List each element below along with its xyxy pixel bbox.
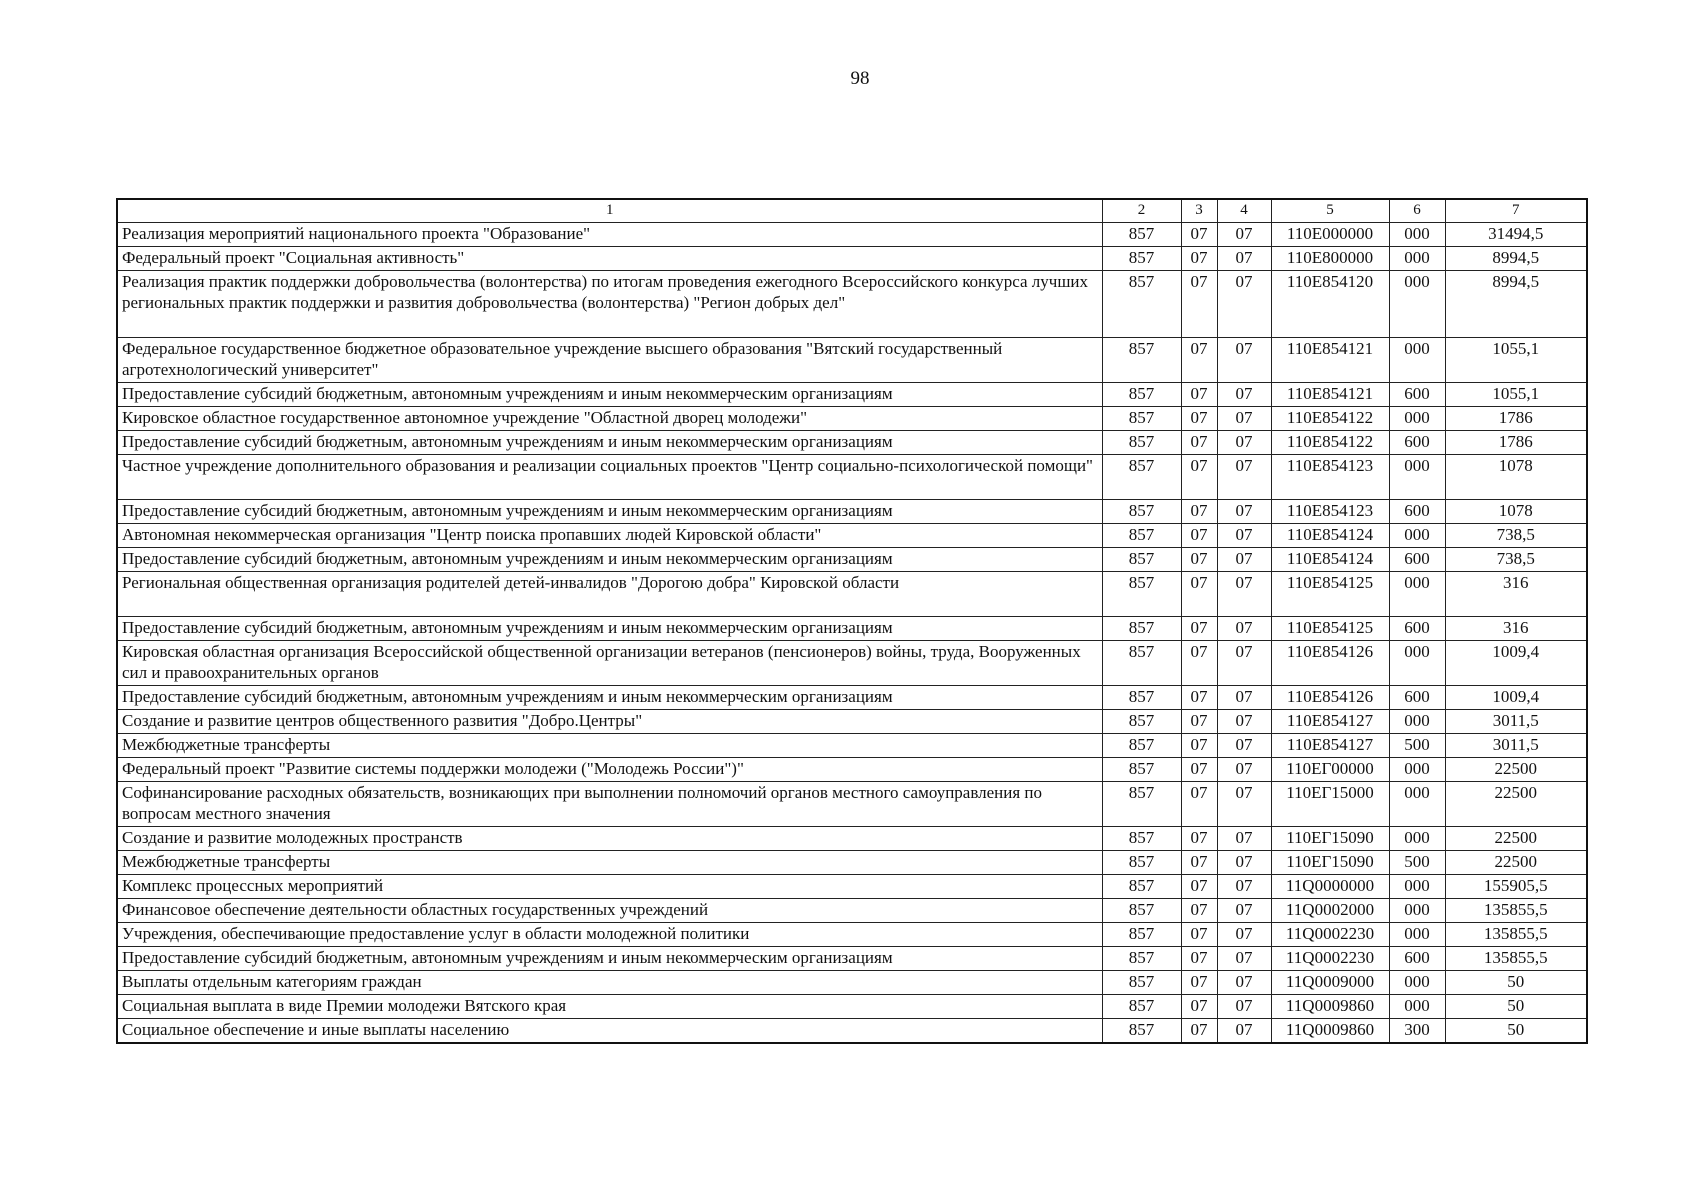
row-amount: 1055,1 (1445, 338, 1587, 383)
row-code-6: 000 (1389, 407, 1445, 431)
row-code-5: 110Е854127 (1271, 710, 1389, 734)
row-amount: 22500 (1445, 758, 1587, 782)
row-code-3: 07 (1181, 247, 1217, 271)
row-code-3: 07 (1181, 548, 1217, 572)
row-code-4: 07 (1217, 827, 1271, 851)
row-amount: 1786 (1445, 431, 1587, 455)
row-code-4: 07 (1217, 899, 1271, 923)
row-code-3: 07 (1181, 455, 1217, 500)
row-code-3: 07 (1181, 1019, 1217, 1044)
row-code-6: 000 (1389, 271, 1445, 338)
row-code-2: 857 (1102, 995, 1181, 1019)
row-code-4: 07 (1217, 758, 1271, 782)
row-name: Федеральный проект "Развитие системы поддержки молодежи ("Молодежь России")" (117, 758, 1102, 782)
row-code-4: 07 (1217, 875, 1271, 899)
row-code-4: 07 (1217, 734, 1271, 758)
row-amount: 22500 (1445, 827, 1587, 851)
row-amount: 1786 (1445, 407, 1587, 431)
table-row (117, 971, 1587, 995)
row-code-2: 857 (1102, 271, 1181, 338)
row-code-6: 000 (1389, 641, 1445, 686)
row-code-5: 11Q0002230 (1271, 923, 1389, 947)
column-header: 4 (1217, 199, 1271, 223)
row-code-5: 11Q0002230 (1271, 947, 1389, 971)
table-row (117, 686, 1587, 710)
row-code-3: 07 (1181, 383, 1217, 407)
row-name: Социальная выплата в виде Премии молодежи Вятского края (117, 995, 1102, 1019)
column-header: 6 (1389, 199, 1445, 223)
row-name: Предоставление субсидий бюджетным, автономным учреждениям и иным некоммерческим организациям (117, 383, 1102, 407)
row-code-5: 11Q0002000 (1271, 899, 1389, 923)
table-row (117, 782, 1587, 827)
row-code-5: 110Е854124 (1271, 524, 1389, 548)
row-amount: 135855,5 (1445, 899, 1587, 923)
table-row (117, 1019, 1587, 1044)
row-code-4: 07 (1217, 247, 1271, 271)
table-row (117, 710, 1587, 734)
row-code-4: 07 (1217, 851, 1271, 875)
row-name: Федеральный проект "Социальная активность" (117, 247, 1102, 271)
row-code-4: 07 (1217, 500, 1271, 524)
row-code-6: 000 (1389, 875, 1445, 899)
row-code-2: 857 (1102, 223, 1181, 247)
row-code-6: 000 (1389, 758, 1445, 782)
row-name: Предоставление субсидий бюджетным, автономным учреждениям и иным некоммерческим организациям (117, 500, 1102, 524)
row-code-2: 857 (1102, 710, 1181, 734)
table-row (117, 455, 1587, 500)
row-code-6: 600 (1389, 500, 1445, 524)
row-code-6: 500 (1389, 851, 1445, 875)
row-amount: 155905,5 (1445, 875, 1587, 899)
row-code-6: 000 (1389, 524, 1445, 548)
row-code-4: 07 (1217, 710, 1271, 734)
row-code-6: 600 (1389, 947, 1445, 971)
row-code-3: 07 (1181, 338, 1217, 383)
row-amount: 316 (1445, 617, 1587, 641)
table-row (117, 923, 1587, 947)
table-row (117, 617, 1587, 641)
row-code-3: 07 (1181, 223, 1217, 247)
row-name: Автономная некоммерческая организация "Центр поиска пропавших людей Кировской области" (117, 524, 1102, 548)
row-amount: 1078 (1445, 500, 1587, 524)
row-name: Создание и развитие молодежных пространств (117, 827, 1102, 851)
row-code-4: 07 (1217, 971, 1271, 995)
row-code-5: 110ЕГ15000 (1271, 782, 1389, 827)
row-code-3: 07 (1181, 617, 1217, 641)
row-code-5: 110Е854126 (1271, 686, 1389, 710)
row-amount: 135855,5 (1445, 947, 1587, 971)
row-code-6: 000 (1389, 995, 1445, 1019)
row-amount: 1078 (1445, 455, 1587, 500)
row-name: Региональная общественная организация родителей детей-инвалидов "Дорогою добра" Кировской области (117, 572, 1102, 617)
row-code-4: 07 (1217, 223, 1271, 247)
header-row (117, 199, 1587, 223)
table-row (117, 500, 1587, 524)
budget-table (116, 198, 1588, 1044)
row-code-3: 07 (1181, 734, 1217, 758)
row-code-5: 110Е854127 (1271, 734, 1389, 758)
row-name: Предоставление субсидий бюджетным, автономным учреждениям и иным некоммерческим организациям (117, 548, 1102, 572)
row-amount: 1009,4 (1445, 686, 1587, 710)
row-code-2: 857 (1102, 758, 1181, 782)
table-row (117, 641, 1587, 686)
row-amount: 135855,5 (1445, 923, 1587, 947)
row-code-2: 857 (1102, 947, 1181, 971)
row-code-3: 07 (1181, 271, 1217, 338)
row-name: Учреждения, обеспечивающие предоставление услуг в области молодежной политики (117, 923, 1102, 947)
table-row (117, 383, 1587, 407)
row-code-5: 110Е854121 (1271, 338, 1389, 383)
row-code-5: 110Е854122 (1271, 431, 1389, 455)
row-code-3: 07 (1181, 851, 1217, 875)
row-amount: 3011,5 (1445, 710, 1587, 734)
row-code-6: 600 (1389, 617, 1445, 641)
row-amount: 316 (1445, 572, 1587, 617)
row-code-3: 07 (1181, 782, 1217, 827)
row-code-2: 857 (1102, 923, 1181, 947)
row-code-2: 857 (1102, 617, 1181, 641)
row-code-3: 07 (1181, 524, 1217, 548)
row-name: Межбюджетные трансферты (117, 734, 1102, 758)
table-row (117, 734, 1587, 758)
row-code-5: 110Е854123 (1271, 500, 1389, 524)
row-code-5: 11Q0000000 (1271, 875, 1389, 899)
table-row (117, 758, 1587, 782)
row-code-6: 000 (1389, 923, 1445, 947)
row-code-3: 07 (1181, 641, 1217, 686)
row-code-2: 857 (1102, 1019, 1181, 1044)
row-code-5: 110ЕГ15090 (1271, 851, 1389, 875)
table-row (117, 548, 1587, 572)
row-code-4: 07 (1217, 431, 1271, 455)
row-amount: 738,5 (1445, 524, 1587, 548)
row-code-6: 000 (1389, 338, 1445, 383)
row-name: Социальное обеспечение и иные выплаты населению (117, 1019, 1102, 1044)
column-header: 7 (1445, 199, 1587, 223)
row-code-6: 000 (1389, 827, 1445, 851)
table-body (117, 223, 1587, 1044)
table-row (117, 875, 1587, 899)
row-code-2: 857 (1102, 827, 1181, 851)
row-code-2: 857 (1102, 247, 1181, 271)
row-code-3: 07 (1181, 686, 1217, 710)
row-code-5: 11Q0009000 (1271, 971, 1389, 995)
row-code-2: 857 (1102, 686, 1181, 710)
row-name: Межбюджетные трансферты (117, 851, 1102, 875)
row-name: Предоставление субсидий бюджетным, автономным учреждениям и иным некоммерческим организациям (117, 617, 1102, 641)
row-amount: 50 (1445, 971, 1587, 995)
row-code-4: 07 (1217, 947, 1271, 971)
row-code-6: 000 (1389, 710, 1445, 734)
row-amount: 50 (1445, 1019, 1587, 1044)
row-code-2: 857 (1102, 548, 1181, 572)
row-code-4: 07 (1217, 383, 1271, 407)
row-code-5: 110Е854125 (1271, 617, 1389, 641)
row-code-5: 110Е854124 (1271, 548, 1389, 572)
row-amount: 3011,5 (1445, 734, 1587, 758)
table-row (117, 223, 1587, 247)
row-name: Предоставление субсидий бюджетным, автономным учреждениям и иным некоммерческим организациям (117, 947, 1102, 971)
row-code-4: 07 (1217, 995, 1271, 1019)
row-name: Кировское областное государственное автономное учреждение "Областной дворец молодежи" (117, 407, 1102, 431)
row-amount: 50 (1445, 995, 1587, 1019)
row-code-3: 07 (1181, 971, 1217, 995)
row-amount: 22500 (1445, 782, 1587, 827)
row-code-3: 07 (1181, 710, 1217, 734)
row-code-5: 110Е854125 (1271, 572, 1389, 617)
row-code-4: 07 (1217, 271, 1271, 338)
row-name: Реализация практик поддержки добровольчества (волонтерства) по итогам проведения ежегодного Всероссийского конкурса лучших региональных практик поддержки и развития добровольчества (волонтерства) "Регион добрых дел" (117, 271, 1102, 338)
row-amount: 8994,5 (1445, 247, 1587, 271)
row-name: Комплекс процессных мероприятий (117, 875, 1102, 899)
row-code-5: 110Е854123 (1271, 455, 1389, 500)
row-code-4: 07 (1217, 923, 1271, 947)
column-header: 5 (1271, 199, 1389, 223)
row-name: Выплаты отдельным категориям граждан (117, 971, 1102, 995)
row-amount: 31494,5 (1445, 223, 1587, 247)
row-code-6: 000 (1389, 971, 1445, 995)
row-amount: 1009,4 (1445, 641, 1587, 686)
row-code-5: 110Е854121 (1271, 383, 1389, 407)
row-code-6: 600 (1389, 383, 1445, 407)
row-code-6: 000 (1389, 455, 1445, 500)
row-code-4: 07 (1217, 641, 1271, 686)
row-code-3: 07 (1181, 431, 1217, 455)
row-code-6: 000 (1389, 572, 1445, 617)
row-name: Кировская областная организация Всероссийской общественной организации ветеранов (пенсионеров) войны, труда, Вооруженных сил и правоохранительных органов (117, 641, 1102, 686)
row-code-2: 857 (1102, 407, 1181, 431)
row-code-5: 110Е854122 (1271, 407, 1389, 431)
row-code-4: 07 (1217, 782, 1271, 827)
row-code-2: 857 (1102, 782, 1181, 827)
row-code-6: 600 (1389, 548, 1445, 572)
row-code-2: 857 (1102, 971, 1181, 995)
table-row (117, 407, 1587, 431)
row-code-3: 07 (1181, 923, 1217, 947)
row-code-4: 07 (1217, 338, 1271, 383)
row-code-5: 110Е854120 (1271, 271, 1389, 338)
row-amount: 738,5 (1445, 548, 1587, 572)
row-code-2: 857 (1102, 500, 1181, 524)
row-code-4: 07 (1217, 617, 1271, 641)
row-code-2: 857 (1102, 572, 1181, 617)
row-code-2: 857 (1102, 734, 1181, 758)
row-code-4: 07 (1217, 572, 1271, 617)
page-number: 98 (850, 68, 870, 89)
table-row (117, 338, 1587, 383)
row-code-3: 07 (1181, 899, 1217, 923)
row-code-5: 11Q0009860 (1271, 1019, 1389, 1044)
row-amount: 8994,5 (1445, 271, 1587, 338)
row-code-6: 600 (1389, 431, 1445, 455)
row-code-3: 07 (1181, 500, 1217, 524)
row-code-2: 857 (1102, 431, 1181, 455)
row-code-6: 000 (1389, 223, 1445, 247)
table-row (117, 899, 1587, 923)
row-code-2: 857 (1102, 455, 1181, 500)
row-name: Реализация мероприятий национального проекта "Образование" (117, 223, 1102, 247)
row-code-6: 500 (1389, 734, 1445, 758)
row-code-5: 110ЕГ15090 (1271, 827, 1389, 851)
row-name: Федеральное государственное бюджетное образовательное учреждение высшего образования "Вятский государственный агротехнологический университет" (117, 338, 1102, 383)
row-code-4: 07 (1217, 407, 1271, 431)
row-code-3: 07 (1181, 827, 1217, 851)
column-header: 2 (1102, 199, 1181, 223)
row-code-2: 857 (1102, 383, 1181, 407)
row-name: Софинансирование расходных обязательств, возникающих при выполнении полномочий органов местного самоуправления по вопросам местного значения (117, 782, 1102, 827)
row-code-6: 000 (1389, 899, 1445, 923)
row-code-4: 07 (1217, 524, 1271, 548)
row-code-2: 857 (1102, 851, 1181, 875)
row-code-3: 07 (1181, 407, 1217, 431)
row-code-6: 000 (1389, 782, 1445, 827)
row-code-5: 110Е854126 (1271, 641, 1389, 686)
row-code-2: 857 (1102, 641, 1181, 686)
row-name: Создание и развитие центров общественного развития "Добро.Центры" (117, 710, 1102, 734)
row-code-5: 110Е800000 (1271, 247, 1389, 271)
table-row (117, 827, 1587, 851)
table-row (117, 271, 1587, 338)
table-row (117, 572, 1587, 617)
table-row (117, 851, 1587, 875)
column-header: 3 (1181, 199, 1217, 223)
row-code-6: 600 (1389, 686, 1445, 710)
table-row (117, 947, 1587, 971)
row-amount: 1055,1 (1445, 383, 1587, 407)
row-code-2: 857 (1102, 524, 1181, 548)
row-name: Предоставление субсидий бюджетным, автономным учреждениям и иным некоммерческим организациям (117, 686, 1102, 710)
row-code-3: 07 (1181, 875, 1217, 899)
row-name: Предоставление субсидий бюджетным, автономным учреждениям и иным некоммерческим организациям (117, 431, 1102, 455)
row-name: Частное учреждение дополнительного образования и реализации социальных проектов "Центр социально-психологической помощи" (117, 455, 1102, 500)
row-code-3: 07 (1181, 758, 1217, 782)
row-amount: 22500 (1445, 851, 1587, 875)
table-row (117, 524, 1587, 548)
table-row (117, 995, 1587, 1019)
row-code-5: 110ЕГ00000 (1271, 758, 1389, 782)
row-code-2: 857 (1102, 338, 1181, 383)
row-code-4: 07 (1217, 1019, 1271, 1044)
row-code-4: 07 (1217, 455, 1271, 500)
row-code-2: 857 (1102, 899, 1181, 923)
row-code-2: 857 (1102, 875, 1181, 899)
table-row (117, 431, 1587, 455)
row-code-6: 300 (1389, 1019, 1445, 1044)
table-row (117, 247, 1587, 271)
row-code-3: 07 (1181, 947, 1217, 971)
row-name: Финансовое обеспечение деятельности областных государственных учреждений (117, 899, 1102, 923)
row-code-5: 110Е000000 (1271, 223, 1389, 247)
row-code-5: 11Q0009860 (1271, 995, 1389, 1019)
row-code-6: 000 (1389, 247, 1445, 271)
row-code-3: 07 (1181, 995, 1217, 1019)
row-code-4: 07 (1217, 548, 1271, 572)
row-code-3: 07 (1181, 572, 1217, 617)
column-header: 1 (117, 199, 1102, 223)
row-code-4: 07 (1217, 686, 1271, 710)
